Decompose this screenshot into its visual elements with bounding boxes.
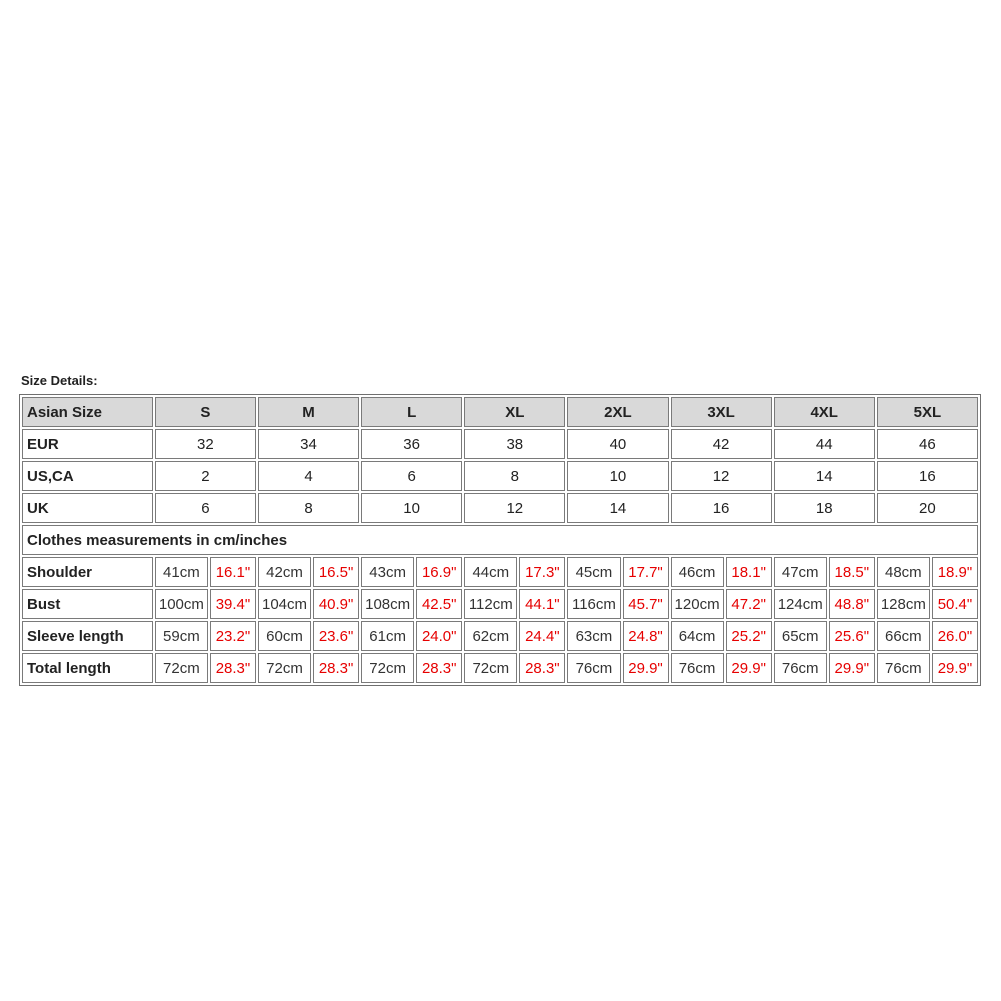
measurement-cm: 120cm — [671, 589, 724, 619]
measurement-inch: 29.9" — [932, 653, 978, 683]
measurement-label: Shoulder — [22, 557, 153, 587]
size-header: 5XL — [877, 397, 978, 427]
measurement-label: Bust — [22, 589, 153, 619]
size-header: XL — [464, 397, 565, 427]
measurement-inch: 48.8" — [829, 589, 875, 619]
measurement-label: Total length — [22, 653, 153, 683]
conversion-value: 8 — [464, 461, 565, 491]
measurement-inch: 28.3" — [313, 653, 359, 683]
measurement-inch: 18.5" — [829, 557, 875, 587]
measurement-inch: 42.5" — [416, 589, 462, 619]
size-header: 3XL — [671, 397, 772, 427]
measurement-cm: 66cm — [877, 621, 930, 651]
measurement-inch: 16.5" — [313, 557, 359, 587]
conversion-value: 36 — [361, 429, 462, 459]
size-header: 4XL — [774, 397, 875, 427]
conversion-value: 38 — [464, 429, 565, 459]
measurement-cm: 72cm — [464, 653, 517, 683]
conversion-value: 14 — [567, 493, 668, 523]
measurement-cm: 76cm — [567, 653, 620, 683]
size-header: L — [361, 397, 462, 427]
measurements-title: Clothes measurements in cm/inches — [22, 525, 978, 555]
conversion-value: 16 — [877, 461, 978, 491]
conversion-row — [22, 429, 978, 459]
conversion-value: 6 — [155, 493, 256, 523]
conversion-value: 16 — [671, 493, 772, 523]
size-header: M — [258, 397, 359, 427]
measurement-cm: 65cm — [774, 621, 827, 651]
size-chart-table — [19, 394, 981, 686]
measurement-cm: 59cm — [155, 621, 208, 651]
measurement-cm: 60cm — [258, 621, 311, 651]
measurement-inch: 24.0" — [416, 621, 462, 651]
measurement-inch: 16.1" — [210, 557, 256, 587]
conversion-value: 18 — [774, 493, 875, 523]
measurement-inch: 18.1" — [726, 557, 772, 587]
measurement-row — [22, 653, 978, 683]
size-header: S — [155, 397, 256, 427]
measurement-inch: 23.2" — [210, 621, 256, 651]
measurement-cm: 128cm — [877, 589, 930, 619]
conversion-value: 46 — [877, 429, 978, 459]
conversion-row — [22, 493, 978, 523]
conversion-value: 12 — [671, 461, 772, 491]
measurement-inch: 28.3" — [416, 653, 462, 683]
measurement-inch: 28.3" — [210, 653, 256, 683]
conversion-label: US,CA — [22, 461, 153, 491]
conversion-value: 10 — [567, 461, 668, 491]
measurement-cm: 61cm — [361, 621, 414, 651]
measurement-cm: 42cm — [258, 557, 311, 587]
measurement-cm: 46cm — [671, 557, 724, 587]
measurement-inch: 50.4" — [932, 589, 978, 619]
measurement-inch: 24.4" — [519, 621, 565, 651]
measurement-cm: 112cm — [464, 589, 517, 619]
measurement-cm: 104cm — [258, 589, 311, 619]
measurement-cm: 124cm — [774, 589, 827, 619]
measurement-inch: 17.7" — [623, 557, 669, 587]
measurement-cm: 47cm — [774, 557, 827, 587]
measurement-inch: 23.6" — [313, 621, 359, 651]
measurement-inch: 47.2" — [726, 589, 772, 619]
measurement-cm: 45cm — [567, 557, 620, 587]
conversion-value: 10 — [361, 493, 462, 523]
measurement-inch: 16.9" — [416, 557, 462, 587]
measurement-inch: 39.4" — [210, 589, 256, 619]
measurement-inch: 24.8" — [623, 621, 669, 651]
conversion-value: 40 — [567, 429, 668, 459]
measurement-cm: 63cm — [567, 621, 620, 651]
conversion-value: 12 — [464, 493, 565, 523]
header-label: Asian Size — [22, 397, 153, 427]
conversion-label: EUR — [22, 429, 153, 459]
measurement-cm: 43cm — [361, 557, 414, 587]
measurement-cm: 62cm — [464, 621, 517, 651]
measurement-inch: 26.0" — [932, 621, 978, 651]
size-details-title: Size Details: — [21, 373, 98, 388]
conversion-value: 42 — [671, 429, 772, 459]
measurement-inch: 29.9" — [623, 653, 669, 683]
size-header: 2XL — [567, 397, 668, 427]
measurement-cm: 48cm — [877, 557, 930, 587]
measurement-cm: 100cm — [155, 589, 208, 619]
measurement-cm: 72cm — [155, 653, 208, 683]
conversion-value: 2 — [155, 461, 256, 491]
measurement-cm: 76cm — [671, 653, 724, 683]
measurement-row — [22, 621, 978, 651]
measurement-inch: 25.6" — [829, 621, 875, 651]
measurement-inch: 17.3" — [519, 557, 565, 587]
measurement-inch: 29.9" — [829, 653, 875, 683]
measurement-inch: 40.9" — [313, 589, 359, 619]
measurement-cm: 108cm — [361, 589, 414, 619]
conversion-value: 34 — [258, 429, 359, 459]
conversion-label: UK — [22, 493, 153, 523]
conversion-value: 4 — [258, 461, 359, 491]
measurement-inch: 44.1" — [519, 589, 565, 619]
measurement-inch: 45.7" — [623, 589, 669, 619]
measurement-cm: 44cm — [464, 557, 517, 587]
measurement-cm: 116cm — [567, 589, 620, 619]
measurement-cm: 64cm — [671, 621, 724, 651]
measurement-inch: 29.9" — [726, 653, 772, 683]
conversion-row — [22, 461, 978, 491]
measurement-row — [22, 589, 978, 619]
conversion-value: 20 — [877, 493, 978, 523]
header-row — [22, 397, 978, 427]
measurement-row — [22, 557, 978, 587]
conversion-value: 32 — [155, 429, 256, 459]
conversion-value: 44 — [774, 429, 875, 459]
measurement-cm: 72cm — [361, 653, 414, 683]
measurements-section-row — [22, 525, 978, 555]
conversion-value: 8 — [258, 493, 359, 523]
measurement-inch: 25.2" — [726, 621, 772, 651]
measurement-inch: 28.3" — [519, 653, 565, 683]
measurement-label: Sleeve length — [22, 621, 153, 651]
conversion-value: 14 — [774, 461, 875, 491]
measurement-cm: 76cm — [877, 653, 930, 683]
measurement-cm: 72cm — [258, 653, 311, 683]
conversion-value: 6 — [361, 461, 462, 491]
measurement-inch: 18.9" — [932, 557, 978, 587]
measurement-cm: 41cm — [155, 557, 208, 587]
measurement-cm: 76cm — [774, 653, 827, 683]
